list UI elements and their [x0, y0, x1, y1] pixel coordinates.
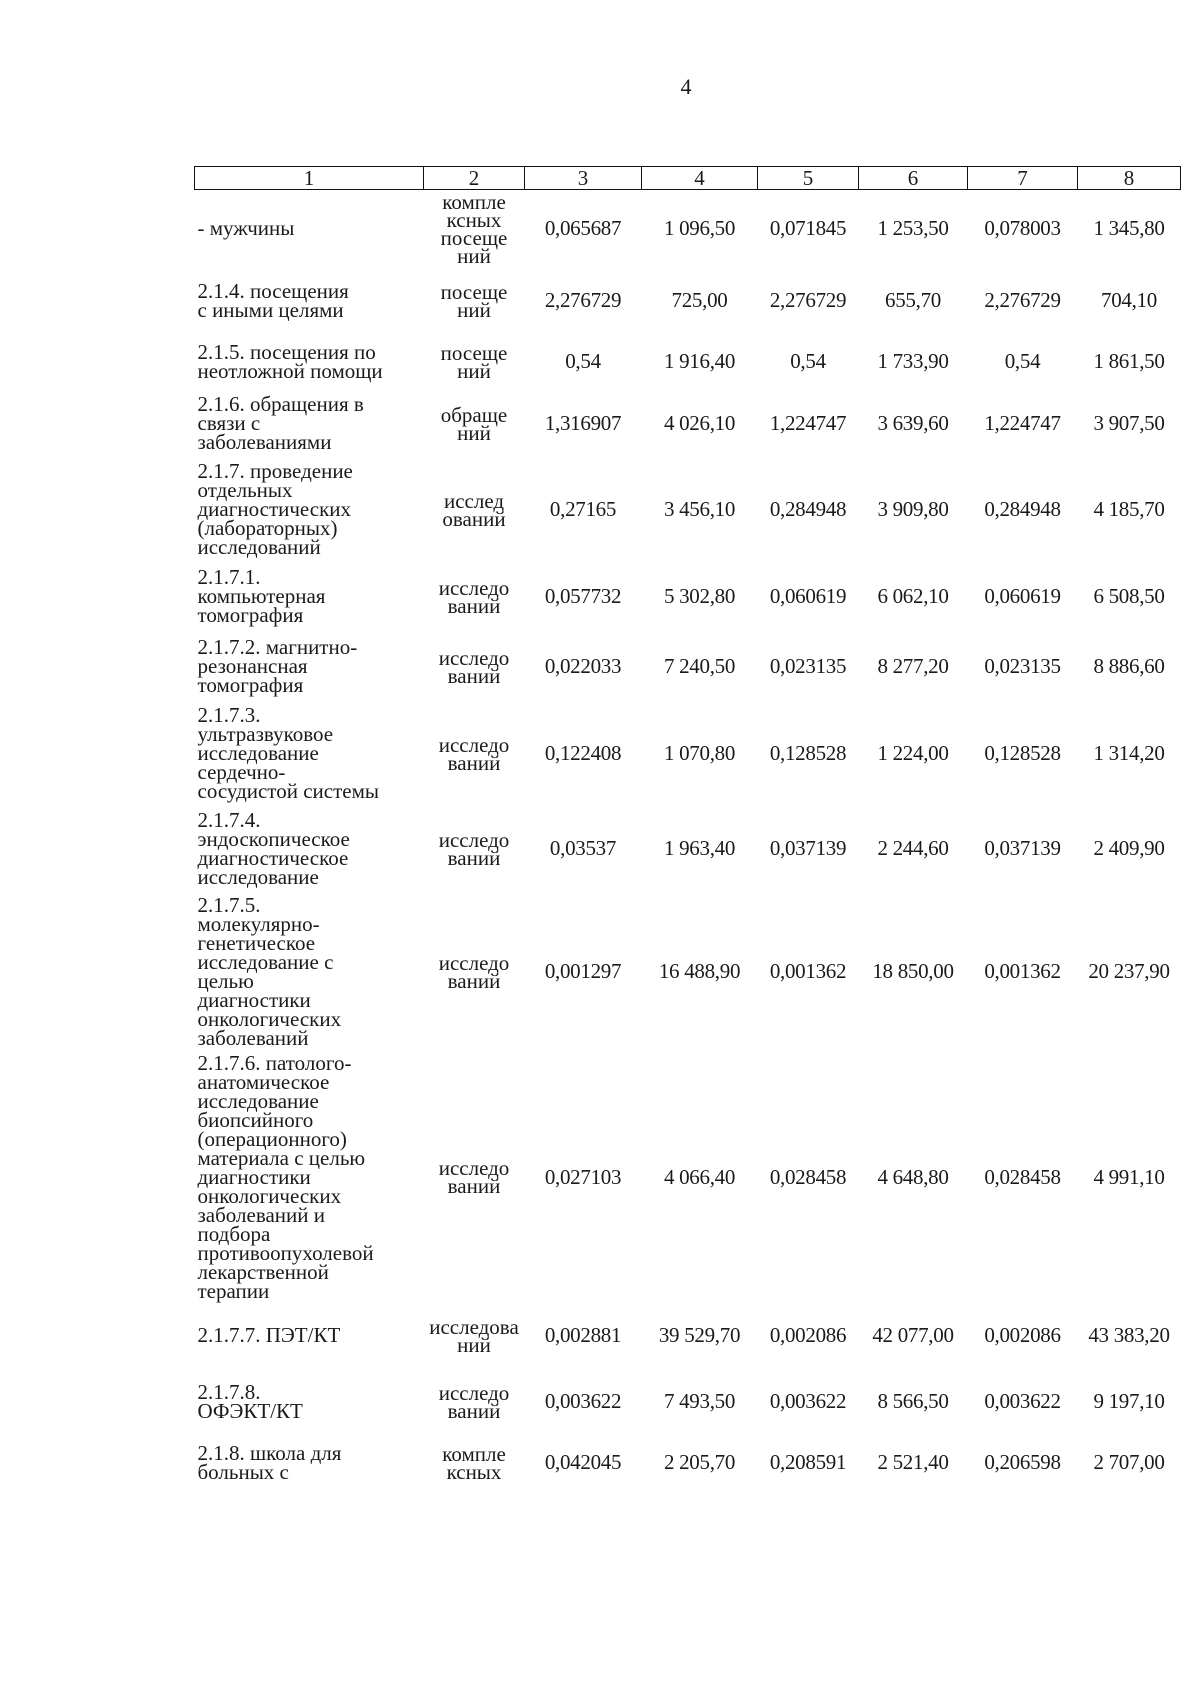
column-number: 1: [195, 167, 424, 190]
value-cell: 2 244,60: [877, 836, 949, 860]
value-cell: 0,03537: [549, 836, 617, 860]
value-cell: 5 302,80: [663, 584, 736, 608]
value-cell: 0,028458: [984, 1164, 1061, 1189]
unit-label: исследо ваний: [438, 1380, 510, 1423]
value-cell: 0,206598: [984, 1450, 1061, 1474]
data-table: [194, 166, 1181, 1491]
row-label: 2.1.7.3. ультразвуковое исследование сердечно- сосудистой системы: [197, 703, 379, 803]
value-cell: 2 707,00: [1093, 1450, 1165, 1474]
unit-label: компле ксных посеще ний: [440, 189, 508, 268]
value-cell: 0,037139: [984, 836, 1061, 860]
row-label: - мужчины: [197, 216, 295, 241]
value-cell: 42 077,00: [872, 1323, 954, 1347]
value-cell: 1 070,80: [663, 741, 736, 765]
value-cell: 8 566,50: [877, 1389, 949, 1413]
table-row: [195, 190, 1181, 268]
value-cell: 0,54: [565, 349, 601, 373]
value-cell: 0,284948: [984, 497, 1061, 521]
table-header: [195, 167, 1181, 190]
value-cell: 3 456,10: [663, 497, 736, 521]
value-cell: 0,284948: [769, 497, 847, 521]
table-row: [195, 562, 1181, 632]
value-cell: 0,002881: [544, 1323, 622, 1347]
row-label: 2.1.4. посещения с иными целями: [197, 278, 349, 322]
row-label: 2.1.7.5. молекулярно- генетическое исследование с целью диагностики онкологических заболеваний: [197, 892, 342, 1050]
unit-label: посеще ний: [440, 279, 508, 322]
value-cell: 0,003622: [984, 1389, 1061, 1413]
value-cell: 1 253,50: [877, 216, 949, 241]
table-row: [195, 632, 1181, 702]
row-label: 2.1.7.6. патолого- анатомическое исследование биопсийного (операционного) материала с целью диагностики онкологических заболеваний и подбора противоопухолевой лекарственной терапии: [197, 1050, 374, 1303]
value-cell: 0,078003: [984, 216, 1061, 241]
value-cell: 0,001362: [984, 959, 1061, 983]
unit-label: исследо ваний: [438, 732, 510, 775]
table-row: [195, 702, 1181, 806]
value-cell: 0,001362: [769, 959, 847, 983]
column-number: 5: [758, 167, 859, 190]
unit-label: исследо ваний: [438, 1156, 510, 1198]
value-cell: 3 907,50: [1093, 411, 1165, 435]
value-cell: 1 733,90: [877, 349, 949, 373]
column-number: 7: [968, 167, 1078, 190]
value-cell: 0,028458: [769, 1164, 847, 1189]
unit-label: обраще ний: [440, 402, 508, 445]
value-cell: 2,276729: [769, 288, 847, 312]
row-label: 2.1.5. посещения по неотложной помощи: [197, 339, 383, 383]
value-cell: 0,128528: [984, 741, 1061, 765]
value-cell: 704,10: [1101, 288, 1157, 312]
row-label: 2.1.7.1. компьютерная томография: [197, 565, 326, 627]
unit-label: исследо ваний: [438, 827, 510, 870]
table-row: [195, 458, 1181, 562]
value-cell: 725,00: [671, 288, 728, 312]
value-cell: 4 185,70: [1093, 497, 1165, 521]
table-row: [195, 892, 1181, 1052]
table-row: [195, 806, 1181, 892]
value-cell: 3 639,60: [877, 411, 949, 435]
value-cell: 0,54: [1004, 349, 1041, 373]
value-cell: 1 916,40: [663, 349, 736, 373]
value-cell: 4 648,80: [877, 1164, 949, 1189]
value-cell: 1,224747: [984, 411, 1061, 435]
value-cell: 16 488,90: [658, 959, 741, 983]
value-cell: 6 062,10: [877, 584, 949, 608]
value-cell: 4 991,10: [1093, 1164, 1165, 1189]
value-cell: 0,027103: [544, 1164, 622, 1189]
row-label: 2.1.7.8. ОФЭКТ/КТ: [197, 1379, 303, 1423]
row-label: 2.1.8. школа для больных с: [197, 1440, 342, 1484]
row-label: 2.1.7.2. магнитно- резонансная томография: [197, 635, 358, 697]
value-cell: 2 205,70: [663, 1450, 736, 1474]
value-cell: 2,276729: [984, 288, 1061, 312]
value-cell: 3 909,80: [877, 497, 949, 521]
table-row: [195, 1369, 1181, 1435]
value-cell: 43 383,20: [1088, 1323, 1170, 1347]
value-cell: 7 493,50: [663, 1389, 736, 1413]
column-number-row: [195, 167, 1181, 190]
value-cell: 1 861,50: [1093, 349, 1165, 373]
value-cell: 0,122408: [544, 741, 622, 765]
value-cell: 0,54: [790, 349, 826, 373]
value-cell: 0,27165: [549, 497, 617, 521]
value-cell: 0,037139: [769, 836, 847, 860]
row-label: 2.1.6. обращения в связи с заболеваниями: [197, 392, 364, 454]
value-cell: 0,057732: [544, 584, 622, 608]
column-number: 8: [1078, 167, 1181, 190]
row-label: 2.1.7.7. ПЭТ/КТ: [197, 1323, 341, 1347]
table-row: [195, 268, 1181, 334]
table-row: [195, 390, 1181, 458]
value-cell: 4 066,40: [663, 1164, 736, 1189]
column-number: 2: [424, 167, 525, 190]
row-label: 2.1.7. проведение отдельных диагностических (лабораторных) исследований: [197, 459, 353, 559]
value-cell: 8 277,20: [877, 654, 949, 678]
table-row: [195, 1435, 1181, 1491]
unit-label: исследо ваний: [438, 950, 510, 993]
unit-label: исследо ваний: [438, 645, 510, 688]
value-cell: 1,316907: [544, 411, 622, 435]
table-body: [195, 190, 1181, 1491]
unit-label: исследова ний: [429, 1314, 519, 1357]
value-cell: 0,042045: [544, 1450, 622, 1474]
value-cell: 1 345,80: [1093, 216, 1165, 241]
value-cell: 2 521,40: [877, 1450, 949, 1474]
value-cell: 0,060619: [984, 584, 1061, 608]
value-cell: 39 529,70: [658, 1323, 741, 1347]
value-cell: 0,003622: [769, 1389, 847, 1413]
value-cell: 0,003622: [544, 1389, 622, 1413]
value-cell: 1 224,00: [877, 741, 949, 765]
value-cell: 6 508,50: [1093, 584, 1165, 608]
value-cell: 0,208591: [769, 1450, 847, 1474]
value-cell: 1,224747: [769, 411, 847, 435]
value-cell: 1 096,50: [663, 216, 736, 241]
value-cell: 9 197,10: [1093, 1389, 1165, 1413]
value-cell: 8 886,60: [1093, 654, 1165, 678]
value-cell: 18 850,00: [872, 959, 954, 983]
unit-label: компле ксных: [442, 1441, 506, 1484]
value-cell: 2 409,90: [1093, 836, 1165, 860]
value-cell: 0,023135: [984, 654, 1061, 678]
value-cell: 0,065687: [544, 216, 622, 241]
column-number: 6: [859, 167, 968, 190]
value-cell: 1 314,20: [1093, 741, 1165, 765]
table-row: [195, 1303, 1181, 1369]
unit-label: исследо ваний: [438, 575, 510, 618]
value-cell: 0,001297: [544, 959, 622, 983]
value-cell: 0,002086: [984, 1323, 1061, 1347]
value-cell: 0,022033: [544, 654, 622, 678]
row-label: 2.1.7.4. эндоскопическое диагностическое исследование: [197, 807, 350, 889]
unit-label: исслед ований: [442, 488, 506, 531]
value-cell: 1 963,40: [663, 836, 736, 860]
table-row: [195, 1052, 1181, 1303]
value-cell: 0,060619: [769, 584, 847, 608]
value-cell: 0,071845: [769, 216, 847, 241]
column-number: 3: [525, 167, 642, 190]
value-cell: 0,128528: [769, 741, 847, 765]
value-cell: 20 237,90: [1088, 959, 1170, 983]
value-cell: 7 240,50: [663, 654, 736, 678]
value-cell: 0,002086: [769, 1323, 847, 1347]
unit-label: посеще ний: [440, 340, 508, 383]
page-number: 4: [680, 74, 692, 99]
value-cell: 4 026,10: [663, 411, 736, 435]
value-cell: 2,276729: [544, 288, 622, 312]
value-cell: 0,023135: [769, 654, 847, 678]
column-number: 4: [642, 167, 758, 190]
table-row: [195, 334, 1181, 390]
value-cell: 655,70: [885, 288, 941, 312]
